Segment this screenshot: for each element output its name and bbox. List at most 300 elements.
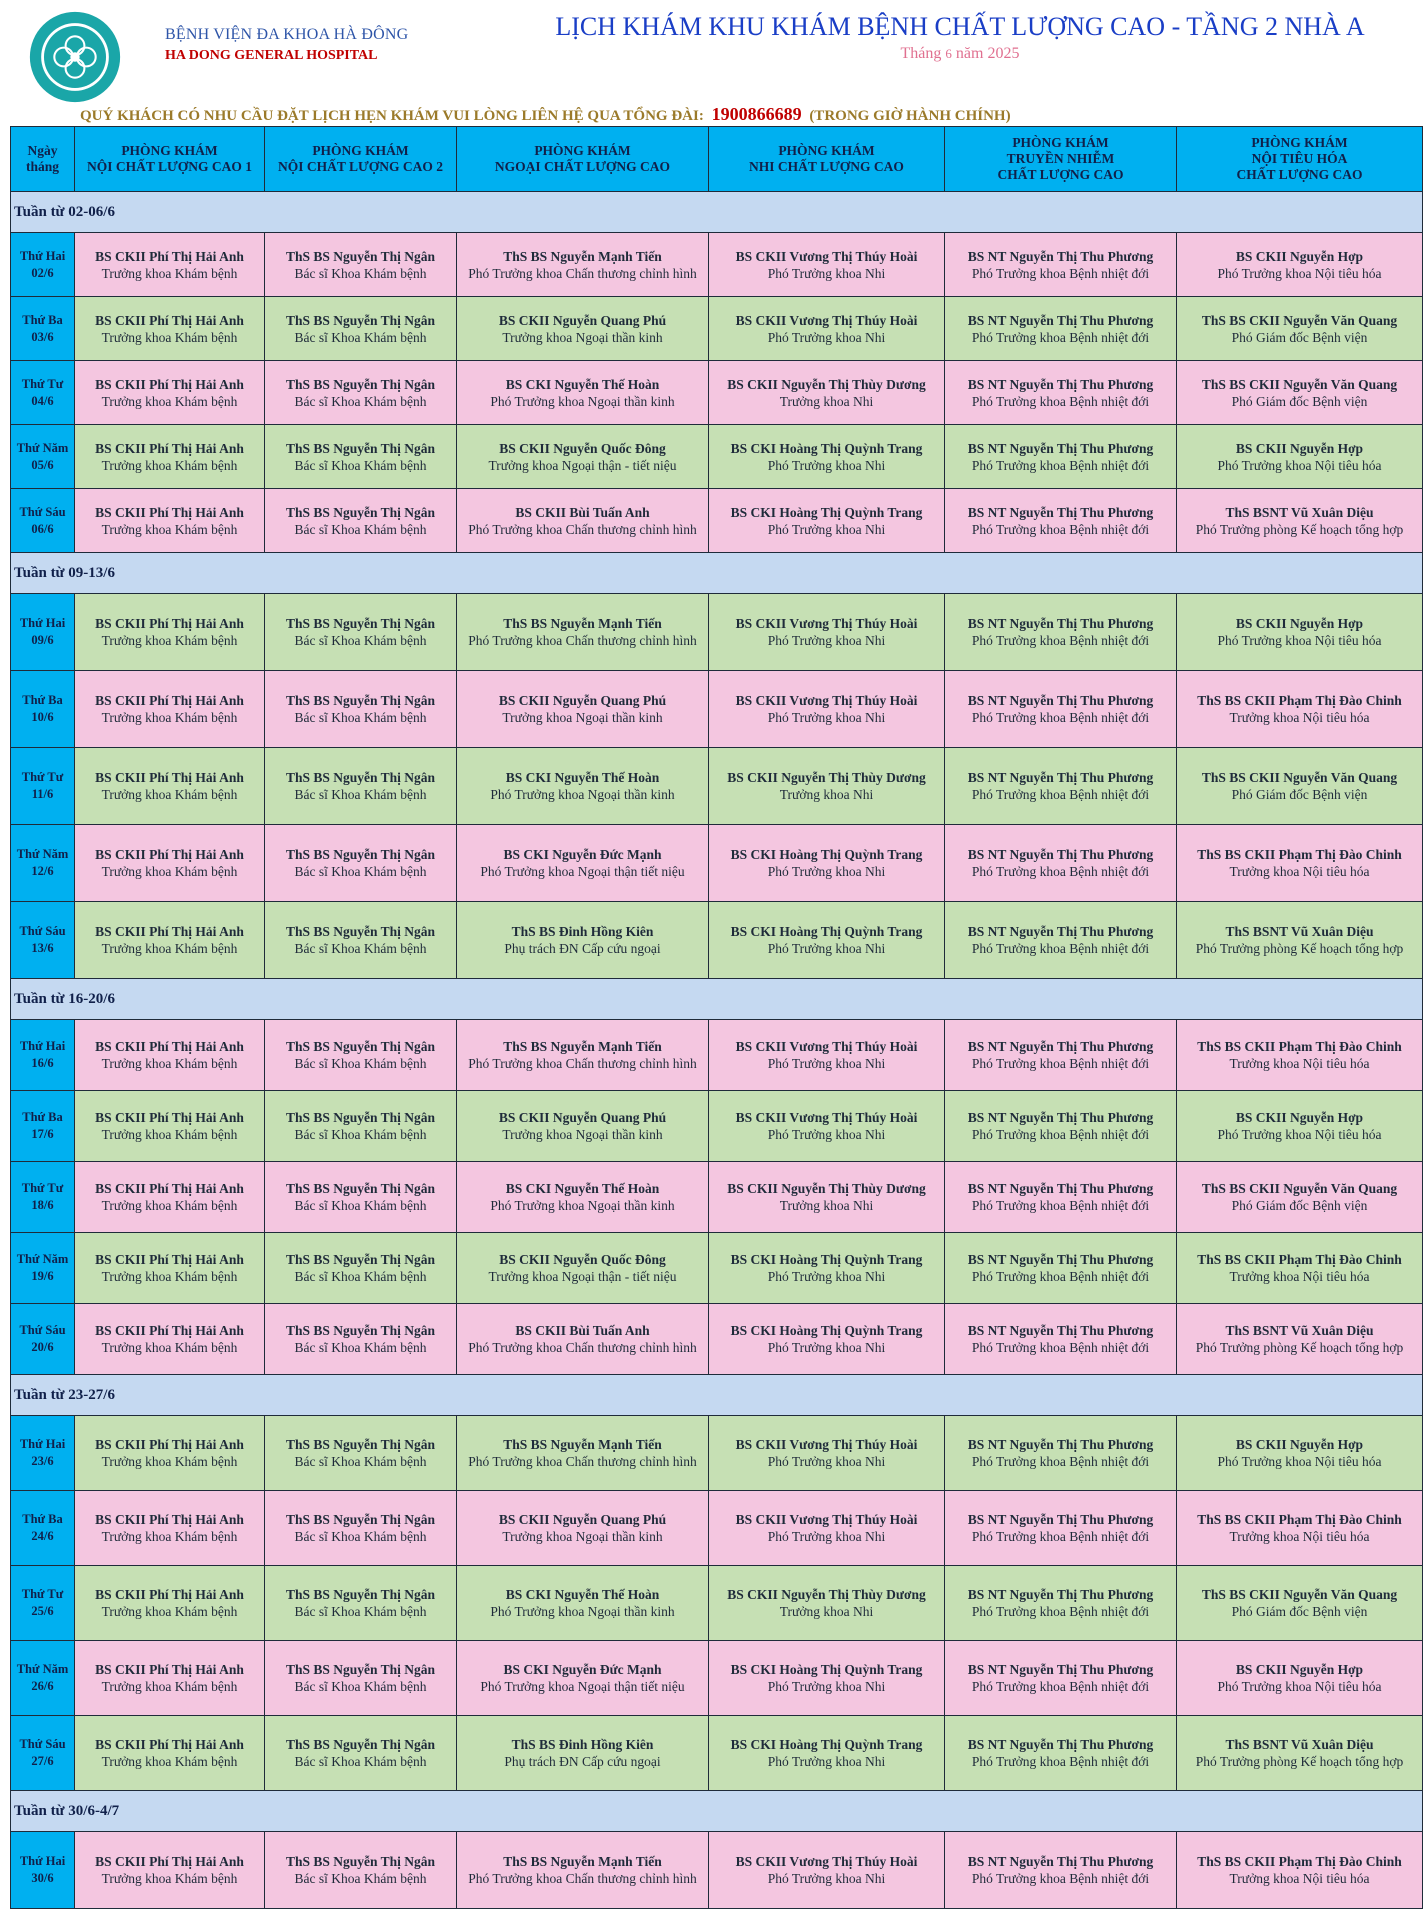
doctor-cell xyxy=(457,1416,709,1491)
doctor-title: Trưởng khoa Khám bệnh xyxy=(101,1604,238,1619)
doctor-title: Phó Trưởng khoa Nhi xyxy=(767,1454,886,1469)
doctor-cell xyxy=(709,902,945,979)
doctor-title: Trưởng khoa Khám bệnh xyxy=(101,521,238,537)
doctor-name: BS CKII Nguyễn Thị Thùy Dương xyxy=(727,376,926,392)
doctor-title: Phó Trưởng khoa Nhi xyxy=(767,1679,886,1694)
doctor-name: ThS BS Nguyễn Thị Ngân xyxy=(285,770,436,785)
doctor-cell xyxy=(457,1162,709,1233)
doctor-cell xyxy=(457,1091,709,1162)
doctor-name: ThS BS Nguyễn Thị Ngân xyxy=(285,504,436,520)
doctor-title: Trưởng khoa Nội tiêu hóa xyxy=(1229,710,1370,725)
date: 06/6 xyxy=(31,521,54,536)
doctor-cell xyxy=(709,1162,945,1233)
doctor-name: BS CKI Hoàng Thị Quỳnh Trang xyxy=(730,504,923,520)
doctor-title: Phó Trưởng khoa Chấn thương chỉnh hình xyxy=(468,633,697,648)
doctor-cell xyxy=(945,425,1177,489)
doctor-name: ThS BS Nguyễn Thị Ngân xyxy=(285,1181,436,1196)
doctor-title: Trưởng khoa Khám bệnh xyxy=(101,1871,238,1886)
doctor-name: ThS BS Nguyễn Thị Ngân xyxy=(285,924,436,939)
doctor-cell xyxy=(75,594,265,671)
doctor-name: BS NT Nguyễn Thị Thu Phương xyxy=(967,1181,1154,1196)
doctor-name: ThS BS Nguyễn Thị Ngân xyxy=(285,1737,436,1752)
date: 23/6 xyxy=(31,1454,54,1468)
hotline-number[interactable]: 1900866689 xyxy=(711,104,802,124)
doctor-name: BS NT Nguyễn Thị Thu Phương xyxy=(967,847,1154,862)
day-cell xyxy=(11,671,75,748)
doctor-cell xyxy=(75,1641,265,1716)
doctor-title: Bác sĩ Khoa Khám bệnh xyxy=(294,393,427,409)
day-cell xyxy=(11,233,75,297)
doctor-name: ThS BS CKII Phạm Thị Đào Chinh xyxy=(1197,1039,1402,1054)
doctor-title: Phó Trưởng khoa Nhi xyxy=(767,457,886,473)
doctor-cell xyxy=(75,1491,265,1566)
doctor-name: BS CKII Phí Thị Hải Anh xyxy=(95,1737,244,1752)
doctor-name: ThS BS CKII Phạm Thị Đào Chinh xyxy=(1197,1512,1402,1527)
doctor-cell xyxy=(75,1304,265,1375)
doctor-title: Bác sĩ Khoa Khám bệnh xyxy=(294,521,427,537)
doctor-cell xyxy=(1177,902,1423,979)
doctor-name: ThS BS Nguyễn Mạnh Tiến xyxy=(503,248,662,264)
hospital-name-en: HA DONG GENERAL HOSPITAL xyxy=(165,48,378,63)
schedule-row xyxy=(11,1162,1423,1233)
doctor-cell xyxy=(945,1491,1177,1566)
doctor-name: ThS BSNT Vũ Xuân Diệu xyxy=(1225,1323,1374,1338)
doctor-cell xyxy=(1177,1091,1423,1162)
doctor-name: ThS BS CKII Phạm Thị Đào Chinh xyxy=(1197,847,1402,862)
doctor-cell xyxy=(709,748,945,825)
doctor-cell xyxy=(265,1641,457,1716)
doctor-cell xyxy=(709,1304,945,1375)
doctor-cell xyxy=(1177,1832,1423,1909)
doctor-name: BS NT Nguyễn Thị Thu Phương xyxy=(967,248,1154,264)
doctor-title: Trưởng khoa Khám bệnh xyxy=(101,329,238,345)
weekday: Thứ Ba xyxy=(22,312,63,327)
doctor-cell xyxy=(265,1416,457,1491)
doctor-title: Phó Trưởng khoa Bệnh nhiệt đới xyxy=(971,1754,1150,1769)
doctor-title: Bác sĩ Khoa Khám bệnh xyxy=(294,1127,427,1142)
doctor-cell xyxy=(75,748,265,825)
doctor-title: Trưởng khoa Khám bệnh xyxy=(101,787,238,802)
doctor-cell xyxy=(709,594,945,671)
doctor-title: Bác sĩ Khoa Khám bệnh xyxy=(294,1529,427,1544)
doctor-cell xyxy=(265,489,457,553)
doctor-name: ThS BS CKII Nguyễn Văn Quang xyxy=(1201,376,1398,392)
weekday: Thứ Tư xyxy=(21,1181,64,1195)
doctor-name: BS CKII Phí Thị Hải Anh xyxy=(95,924,244,939)
doctor-name: ThS BS Nguyễn Thị Ngân xyxy=(285,376,436,392)
doctor-title: Trưởng khoa Nhi xyxy=(779,393,874,409)
doctor-cell xyxy=(457,1304,709,1375)
doctor-name: ThS BS Nguyễn Thị Ngân xyxy=(285,312,436,328)
date: 13/6 xyxy=(31,941,54,955)
doctor-cell xyxy=(75,489,265,553)
doctor-title: Phó Trưởng khoa Ngoại thận tiết niệu xyxy=(480,864,685,879)
doctor-name: BS CKII Phí Thị Hải Anh xyxy=(95,1587,244,1602)
doctor-cell xyxy=(945,361,1177,425)
doctor-title: Trưởng khoa Khám bệnh xyxy=(101,1679,238,1694)
doctor-title: Phó Trưởng khoa Nhi xyxy=(767,329,886,345)
doctor-name: BS CKII Nguyễn Hợp xyxy=(1235,1437,1364,1452)
doctor-title: Trưởng khoa Ngoại thần kinh xyxy=(502,710,663,725)
date: 26/6 xyxy=(31,1679,54,1693)
day-cell xyxy=(11,1162,75,1233)
doctor-cell xyxy=(1177,1416,1423,1491)
doctor-cell xyxy=(945,1091,1177,1162)
schedule-row xyxy=(11,1416,1423,1491)
doctor-name: BS CKII Phí Thị Hải Anh xyxy=(95,504,244,520)
doctor-cell xyxy=(1177,233,1423,297)
doctor-cell xyxy=(457,594,709,671)
doctor-title: Phó Trưởng phòng Kế hoạch tổng hợp xyxy=(1195,941,1404,956)
week-row xyxy=(11,1375,1423,1416)
doctor-cell xyxy=(709,671,945,748)
day-cell xyxy=(11,297,75,361)
doctor-title: Phó Trưởng khoa Nhi xyxy=(767,521,886,537)
weekday: Thứ Hai xyxy=(19,248,66,263)
doctor-name: BS CKII Nguyễn Thị Thùy Dương xyxy=(727,1181,926,1196)
doctor-name: BS CKII Phí Thị Hải Anh xyxy=(95,248,244,264)
doctor-cell xyxy=(75,902,265,979)
doctor-title: Phó Giám đốc Bệnh viện xyxy=(1231,329,1368,345)
week-label: Tuần từ 02-06/6 xyxy=(11,192,1423,233)
doctor-name: ThS BS CKII Nguyễn Văn Quang xyxy=(1201,312,1398,328)
weekday: Thứ Tư xyxy=(21,1587,64,1601)
doctor-name: BS NT Nguyễn Thị Thu Phương xyxy=(967,1110,1154,1125)
day-cell xyxy=(11,825,75,902)
booking-notice xyxy=(80,104,1011,125)
weekday: Thứ Ba xyxy=(22,693,63,707)
doctor-cell xyxy=(709,361,945,425)
doctor-title: Phó Trưởng khoa Ngoại thận tiết niệu xyxy=(480,1679,685,1694)
doctor-name: BS CKI Hoàng Thị Quỳnh Trang xyxy=(730,1662,923,1677)
doctor-cell xyxy=(945,1641,1177,1716)
doctor-title: Trưởng khoa Nhi xyxy=(779,1604,874,1619)
doctor-cell xyxy=(1177,748,1423,825)
doctor-title: Phó Trưởng khoa Bệnh nhiệt đới xyxy=(971,941,1150,956)
doctor-title: Bác sĩ Khoa Khám bệnh xyxy=(294,1340,427,1355)
doctor-title: Phó Trưởng khoa Bệnh nhiệt đới xyxy=(971,393,1150,409)
doctor-name: BS CKI Hoàng Thị Quỳnh Trang xyxy=(730,1252,923,1267)
doctor-title: Trưởng khoa Khám bệnh xyxy=(101,393,238,409)
doctor-cell xyxy=(457,825,709,902)
doctor-name: ThS BS Nguyễn Thị Ngân xyxy=(285,1110,436,1125)
doctor-cell xyxy=(1177,1233,1423,1304)
doctor-title: Phó Trưởng khoa Nhi xyxy=(767,941,886,956)
doctor-cell xyxy=(1177,825,1423,902)
doctor-title: Phó Trưởng khoa Bệnh nhiệt đới xyxy=(971,1269,1150,1284)
doctor-name: BS NT Nguyễn Thị Thu Phương xyxy=(967,1737,1154,1752)
doctor-title: Trưởng khoa Khám bệnh xyxy=(101,265,238,281)
doctor-name: BS NT Nguyễn Thị Thu Phương xyxy=(967,376,1154,392)
doctor-title: Phó Trưởng khoa Nhi xyxy=(767,1127,886,1142)
doctor-name: ThS BSNT Vũ Xuân Diệu xyxy=(1225,1737,1374,1752)
doctor-cell xyxy=(709,233,945,297)
doctor-name: ThS BS Nguyễn Thị Ngân xyxy=(285,1323,436,1338)
doctor-cell xyxy=(945,594,1177,671)
doctor-name: BS NT Nguyễn Thị Thu Phương xyxy=(967,770,1154,785)
day-cell xyxy=(11,1304,75,1375)
doctor-cell xyxy=(265,1491,457,1566)
doctor-title: Trưởng khoa Nội tiêu hóa xyxy=(1229,864,1370,879)
doctor-title: Phó Trưởng khoa Bệnh nhiệt đới xyxy=(971,1198,1150,1213)
doctor-title: Phó Trưởng khoa Bệnh nhiệt đới xyxy=(971,1127,1150,1142)
page-header xyxy=(0,0,1428,130)
doctor-cell xyxy=(945,1566,1177,1641)
doctor-title: Phó Trưởng khoa Nhi xyxy=(767,710,886,725)
doctor-name: BS CKII Nguyễn Thị Thùy Dương xyxy=(727,1587,926,1602)
schedule-row xyxy=(11,1233,1423,1304)
schedule-row xyxy=(11,1641,1423,1716)
doctor-name: BS CKII Phí Thị Hải Anh xyxy=(95,1110,244,1125)
doctor-title: Phó Trưởng khoa Bệnh nhiệt đới xyxy=(971,521,1150,537)
doctor-title: Trưởng khoa Khám bệnh xyxy=(101,1127,238,1142)
doctor-name: ThS BS Nguyễn Mạnh Tiến xyxy=(503,1039,662,1054)
doctor-title: Trưởng khoa Nội tiêu hóa xyxy=(1229,1056,1370,1071)
doctor-name: BS NT Nguyễn Thị Thu Phương xyxy=(967,1512,1154,1527)
doctor-title: Trưởng khoa Khám bệnh xyxy=(101,1454,238,1469)
schedule-row xyxy=(11,1716,1423,1791)
day-cell xyxy=(11,1491,75,1566)
schedule-row xyxy=(11,1832,1423,1909)
doctor-title: Trưởng khoa Khám bệnh xyxy=(101,633,238,648)
hospital-name-vn: BỆNH VIỆN ĐA KHOA HÀ ĐÔNG xyxy=(165,26,409,43)
weekday: Thứ Năm xyxy=(16,1252,69,1266)
doctor-cell xyxy=(265,297,457,361)
doctor-name: BS CKI Nguyễn Thế Hoàn xyxy=(505,770,660,785)
doctor-title: Trưởng khoa Ngoại thần kinh xyxy=(502,1529,663,1544)
doctor-cell xyxy=(1177,297,1423,361)
doctor-title: Bác sĩ Khoa Khám bệnh xyxy=(294,265,427,281)
doctor-name: BS CKII Phí Thị Hải Anh xyxy=(95,1252,244,1267)
week-label: Tuần từ 16-20/6 xyxy=(11,979,1423,1020)
doctor-title: Phó Trưởng phòng Kế hoạch tổng hợp xyxy=(1195,1340,1404,1355)
hospital-logo xyxy=(28,10,122,104)
doctor-cell xyxy=(709,489,945,553)
doctor-title: Phó Trưởng khoa Bệnh nhiệt đới xyxy=(971,457,1150,473)
date: 30/6 xyxy=(31,1871,54,1885)
doctor-name: ThS BSNT Vũ Xuân Diệu xyxy=(1225,924,1374,939)
doctor-cell xyxy=(1177,1566,1423,1641)
doctor-name: BS CKII Phí Thị Hải Anh xyxy=(95,312,244,328)
doctor-name: BS NT Nguyễn Thị Thu Phương xyxy=(967,504,1154,520)
doctor-name: BS CKI Nguyễn Thế Hoàn xyxy=(505,1181,660,1196)
doctor-cell xyxy=(75,1233,265,1304)
doctor-title: Phó Trưởng khoa Nhi xyxy=(767,1754,886,1769)
doctor-title: Bác sĩ Khoa Khám bệnh xyxy=(294,1056,427,1071)
day-cell xyxy=(11,1832,75,1909)
schedule-row xyxy=(11,1091,1423,1162)
doctor-cell xyxy=(709,1566,945,1641)
doctor-cell xyxy=(75,1091,265,1162)
doctor-title: Phó Trưởng khoa Nội tiêu hóa xyxy=(1217,1454,1382,1469)
doctor-cell xyxy=(75,1416,265,1491)
doctor-name: ThS BSNT Vũ Xuân Diệu xyxy=(1225,504,1374,520)
doctor-cell xyxy=(457,361,709,425)
weekday: Thứ Sáu xyxy=(19,504,66,519)
doctor-title: Phó Trưởng khoa Bệnh nhiệt đới xyxy=(971,864,1150,879)
doctor-name: ThS BS Đinh Hồng Kiên xyxy=(511,924,654,939)
doctor-name: BS NT Nguyễn Thị Thu Phương xyxy=(967,1662,1154,1677)
doctor-cell xyxy=(265,1832,457,1909)
doctor-title: Phó Trưởng khoa Bệnh nhiệt đới xyxy=(971,265,1150,281)
week-label: Tuần từ 23-27/6 xyxy=(11,1375,1423,1416)
doctor-cell xyxy=(1177,425,1423,489)
doctor-cell xyxy=(457,425,709,489)
doctor-title: Trưởng khoa Ngoại thận - tiết niệu xyxy=(488,457,677,473)
doctor-cell xyxy=(265,425,457,489)
doctor-cell xyxy=(265,594,457,671)
doctor-title: Phó Trưởng khoa Bệnh nhiệt đới xyxy=(971,1529,1150,1544)
day-cell xyxy=(11,1020,75,1091)
schedule-row xyxy=(11,902,1423,979)
doctor-name: BS CKII Bùi Tuấn Anh xyxy=(515,1323,650,1338)
doctor-title: Phó Giám đốc Bệnh viện xyxy=(1231,1198,1368,1213)
date: 11/6 xyxy=(31,787,54,801)
weekday: Thứ Tư xyxy=(21,376,64,391)
doctor-name: ThS BS Nguyễn Thị Ngân xyxy=(285,248,436,264)
date: 25/6 xyxy=(31,1604,54,1618)
doctor-title: Trưởng khoa Khám bệnh xyxy=(101,1754,238,1769)
doctor-title: Phó Trưởng khoa Bệnh nhiệt đới xyxy=(971,710,1150,725)
doctor-cell xyxy=(709,1091,945,1162)
doctor-cell xyxy=(1177,361,1423,425)
doctor-name: BS CKII Phí Thị Hải Anh xyxy=(95,1181,244,1196)
date: 03/6 xyxy=(31,329,54,344)
doctor-cell xyxy=(457,1491,709,1566)
day-cell xyxy=(11,425,75,489)
doctor-cell xyxy=(709,1416,945,1491)
doctor-cell xyxy=(1177,1641,1423,1716)
col-header-noi-tieu-hoa: PHÒNG KHÁM NỘI TIÊU HÓA CHẤT LƯỢNG CAO xyxy=(1177,127,1423,192)
doctor-title: Trưởng khoa Khám bệnh xyxy=(101,1340,238,1355)
doctor-name: ThS BS Nguyễn Thị Ngân xyxy=(285,440,436,456)
doctor-name: ThS BS Đinh Hồng Kiên xyxy=(511,1737,654,1752)
doctor-name: BS CKII Phí Thị Hải Anh xyxy=(95,1854,244,1869)
doctor-cell xyxy=(75,233,265,297)
doctor-title: Phó Trưởng khoa Nội tiêu hóa xyxy=(1217,265,1382,281)
doctor-cell xyxy=(265,1020,457,1091)
doctor-cell xyxy=(457,1716,709,1791)
doctor-title: Phó Trưởng khoa Nhi xyxy=(767,265,886,281)
doctor-name: BS CKII Nguyễn Quang Phú xyxy=(498,1512,667,1527)
doctor-cell xyxy=(945,825,1177,902)
doctor-cell xyxy=(75,1566,265,1641)
doctor-name: BS CKI Hoàng Thị Quỳnh Trang xyxy=(730,924,923,939)
weekday: Thứ Sáu xyxy=(19,924,66,938)
doctor-title: Phụ trách ĐN Cấp cứu ngoại xyxy=(504,1754,661,1769)
doctor-cell xyxy=(265,748,457,825)
doctor-cell xyxy=(1177,594,1423,671)
doctor-title: Phó Trưởng khoa Chấn thương chỉnh hình xyxy=(468,1454,697,1469)
doctor-cell xyxy=(709,1491,945,1566)
doctor-cell xyxy=(945,489,1177,553)
doctor-title: Phó Trưởng phòng Kế hoạch tổng hợp xyxy=(1195,1754,1404,1769)
doctor-name: BS NT Nguyễn Thị Thu Phương xyxy=(967,1587,1154,1602)
doctor-cell xyxy=(75,825,265,902)
schedule-row xyxy=(11,594,1423,671)
doctor-name: BS CKI Nguyễn Thế Hoàn xyxy=(505,376,660,392)
header-row xyxy=(11,127,1423,192)
weekday: Thứ Hai xyxy=(19,1039,66,1053)
weekday: Thứ Hai xyxy=(19,1854,66,1868)
doctor-title: Trưởng khoa Ngoại thần kinh xyxy=(502,1127,663,1142)
weekday: Thứ Hai xyxy=(19,616,66,630)
doctor-cell xyxy=(1177,1304,1423,1375)
doctor-name: BS CKII Nguyễn Hợp xyxy=(1235,1110,1364,1125)
week-row xyxy=(11,1791,1423,1832)
day-cell xyxy=(11,1641,75,1716)
date: 04/6 xyxy=(31,393,54,408)
day-cell xyxy=(11,1416,75,1491)
doctor-title: Phó Trưởng khoa Ngoại thần kinh xyxy=(490,787,675,802)
doctor-name: ThS BS Nguyễn Thị Ngân xyxy=(285,847,436,862)
doctor-cell xyxy=(75,1832,265,1909)
doctor-cell xyxy=(457,1020,709,1091)
doctor-title: Trưởng khoa Khám bệnh xyxy=(101,1056,238,1071)
schedule-row xyxy=(11,361,1423,425)
doctor-name: ThS BS Nguyễn Thị Ngân xyxy=(285,1039,436,1054)
doctor-name: BS NT Nguyễn Thị Thu Phương xyxy=(967,1252,1154,1267)
doctor-title: Trưởng khoa Nhi xyxy=(779,787,874,802)
doctor-name: BS CKII Nguyễn Hợp xyxy=(1235,440,1364,456)
doctor-cell xyxy=(709,297,945,361)
doctor-name: BS CKI Hoàng Thị Quỳnh Trang xyxy=(730,440,923,456)
doctor-title: Trưởng khoa Nội tiêu hóa xyxy=(1229,1529,1370,1544)
doctor-title: Trưởng khoa Khám bệnh xyxy=(101,1269,238,1284)
schedule-row xyxy=(11,1304,1423,1375)
doctor-name: BS NT Nguyễn Thị Thu Phương xyxy=(967,312,1154,328)
doctor-cell xyxy=(75,425,265,489)
doctor-name: BS CKII Phí Thị Hải Anh xyxy=(95,376,244,392)
doctor-title: Bác sĩ Khoa Khám bệnh xyxy=(294,941,427,956)
weekday: Thứ Ba xyxy=(22,1110,63,1124)
doctor-cell xyxy=(945,1416,1177,1491)
doctor-title: Phó Trưởng khoa Bệnh nhiệt đới xyxy=(971,1604,1150,1619)
doctor-name: ThS BS CKII Phạm Thị Đào Chinh xyxy=(1197,693,1402,708)
weekday: Thứ Năm xyxy=(16,1662,69,1676)
weekday: Thứ Năm xyxy=(16,440,69,455)
doctor-cell xyxy=(265,1091,457,1162)
doctor-cell xyxy=(457,1641,709,1716)
doctor-name: ThS BS Nguyễn Mạnh Tiến xyxy=(503,616,662,631)
week-row xyxy=(11,192,1423,233)
doctor-cell xyxy=(945,1020,1177,1091)
doctor-name: BS NT Nguyễn Thị Thu Phương xyxy=(967,440,1154,456)
doctor-title: Trưởng khoa Ngoại thần kinh xyxy=(502,329,663,345)
doctor-name: BS CKII Phí Thị Hải Anh xyxy=(95,1437,244,1452)
doctor-name: BS CKII Vương Thị Thúy Hoài xyxy=(735,1110,918,1125)
doctor-cell xyxy=(265,902,457,979)
doctor-cell xyxy=(265,671,457,748)
doctor-cell xyxy=(457,671,709,748)
doctor-name: ThS BS Nguyễn Thị Ngân xyxy=(285,1512,436,1527)
doctor-cell xyxy=(457,902,709,979)
doctor-title: Phó Trưởng khoa Chấn thương chỉnh hình xyxy=(468,1871,697,1886)
day-cell xyxy=(11,748,75,825)
col-header-truyen-nhiem: PHÒNG KHÁM TRUYỀN NHIỄM CHẤT LƯỢNG CAO xyxy=(945,127,1177,192)
doctor-title: Phó Trưởng khoa Nhi xyxy=(767,864,886,879)
doctor-cell xyxy=(1177,671,1423,748)
month-line xyxy=(490,45,1428,63)
weekday: Thứ Sáu xyxy=(19,1323,66,1337)
doctor-title: Trưởng khoa Khám bệnh xyxy=(101,457,238,473)
doctor-title: Phó Trưởng khoa Nội tiêu hóa xyxy=(1217,633,1382,648)
doctor-title: Bác sĩ Khoa Khám bệnh xyxy=(294,1871,427,1886)
notice-hours: (TRONG GIỜ HÀNH CHÍNH) xyxy=(809,108,1011,124)
doctor-title: Phó Trưởng khoa Bệnh nhiệt đới xyxy=(971,633,1150,648)
doctor-title: Phó Trưởng khoa Nhi xyxy=(767,1871,886,1886)
doctor-cell xyxy=(1177,1491,1423,1566)
